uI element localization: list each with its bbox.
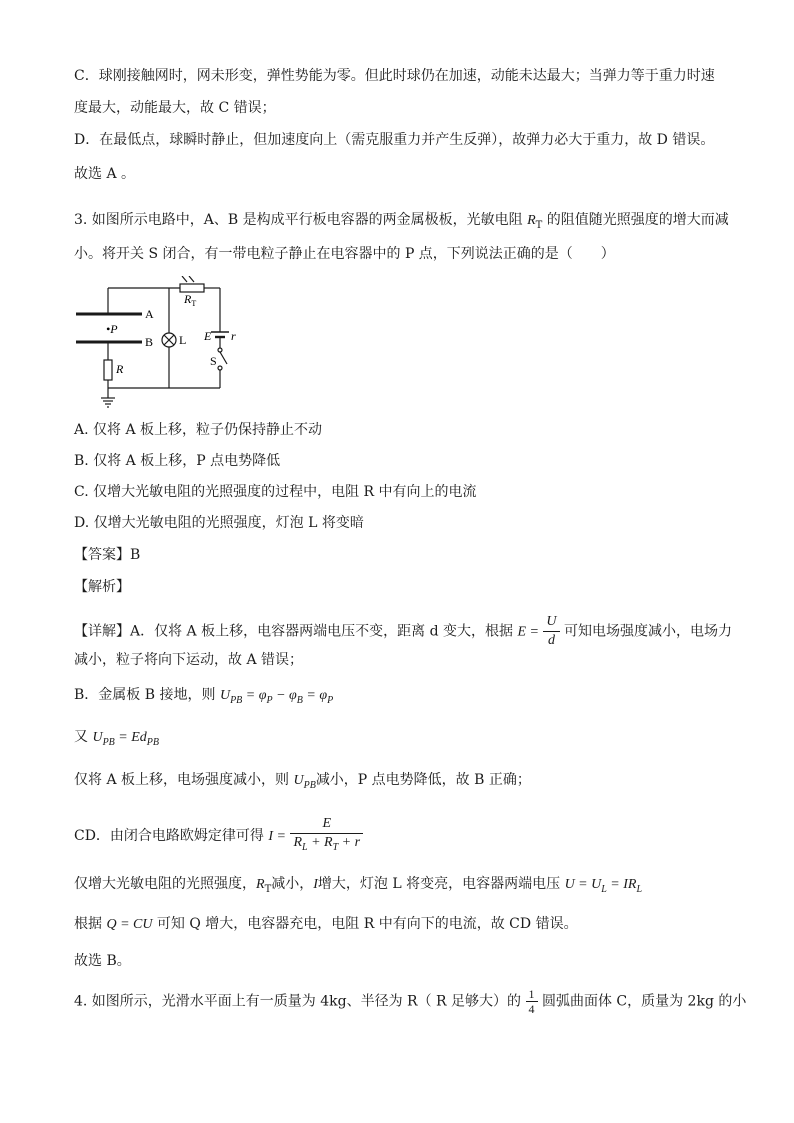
point-p-label: •P [106,322,118,336]
plate-b-label: B [145,335,154,349]
lamp-label: L [179,333,187,347]
analysis-title: 【解析】 [74,579,130,595]
question-3-stem [74,210,729,236]
detail-b-line1: B．金属板 B 接地，则 $U_{PB} = \varphi_P - \varphi_B = \varphi_P$ [74,687,334,706]
detail-a-line1 [74,613,732,650]
question-3-stem-cont: 小。将开关 S 闭合，有一带电粒子静止在电容器中的 P 点，下列说法正确的是（ ） [74,246,615,262]
text: 【详解】A．仅将 A 板上移，电容器两端电压不变，距离 d 变大，根据 [74,623,518,640]
resistor-label: R [116,362,124,376]
equation-e: E = [517,624,539,640]
rt-label: $R_T$ [184,292,197,308]
fraction-quarter: $\frac{1}{4}$ [526,987,538,1016]
fraction-u-over-d: $\frac{U}{d}$ [543,613,559,650]
detail-b-line2: 又 $U_{PB} = Ed_{PB}$ [74,729,160,748]
question-4-stem: 4. 如图所示，光滑水平面上有一质量为 4kg、半径为 R（ R 足够大）的 $\frac{1}{4}$ 圆弧曲面体 C，质量为 2kg 的小 [74,987,747,1016]
photoresistor [180,284,204,292]
stem-text: 的阻值随光照强度的增大而减 [542,212,729,228]
detail-a-line2: 减小，粒子将向下运动，故 A 错误； [74,652,304,668]
stem-text: 3. 如图所示电路中，A、B 是构成平行板电容器的两金属极板，光敏电阻 [74,212,528,228]
answer: 【答案】B [74,547,141,563]
conclusion: 故选 B。 [74,953,131,969]
option-d: D. 仅增大光敏电阻的光照强度，灯泡 L 将变暗 [74,515,364,531]
equation-upb-ed: $U_{PB} = Ed_{PB}$ [92,730,160,748]
rt-subscript: T [535,219,543,231]
option-c: C. 仅增大光敏电阻的光照强度的过程中，电阻 R 中有向上的电流 [74,484,477,500]
circuit-diagram [70,276,260,412]
text: 可知电场强度减小，电场力 [559,623,732,640]
detail-b-line3: 仅将 A 板上移，电场强度减小，则 $U_{PB}$减小，P 点电势降低，故 B 正确； [74,772,531,791]
detail-cd-line2: 仅增大光敏电阻的光照强度，$R_T$减小，I增大，灯泡 L 将变亮，电容器两端电压 $U = U_L = IR_L$ [74,876,643,895]
switch-contact [218,366,222,370]
switch-blade [220,352,227,364]
text-line: D．在最低点，球瞬时静止，但加速度向上（需克服重力并产生反弹），故弹力必大于重力，故 D 错误。 [74,132,715,148]
resistor-r [104,360,112,380]
plate-a-label: A [145,307,154,321]
emf-label: E [204,329,212,343]
equation-i: I = [268,828,286,844]
text-line: 度最大，动能最大，故 C 错误； [74,100,276,116]
detail-cd-line1: CD．由闭合电路欧姆定律可得 I = $\frac{E}{R_L + R_T + r}$ [74,815,363,857]
switch-pivot [218,348,222,352]
detail-cd-line3: 根据 Q = CU 可知 Q 增大，电容器充电，电阻 R 中有向下的电流，故 CD 错误。 [74,916,578,932]
equation-q: Q = CU [106,917,153,932]
text-line: 故选 A 。 [74,166,136,182]
option-a: A. 仅将 A 板上移，粒子仍保持静止不动 [74,422,323,438]
switch-label: S [210,354,217,368]
fraction-ohm-law: $\frac{E}{R_L + R_T + r}$ [290,815,363,857]
rt-symbol: R [527,213,536,228]
text-line: C．球刚接触网时，网未形变，弹性势能为零。但此时球仍在加速，动能未达最大；当弹力等于重力时速 [74,68,715,84]
equation-upb: $U_{PB} = \varphi_P - \varphi_B = \varphi_P$ [219,688,334,706]
option-b: B. 仅将 A 板上移，P 点电势降低 [74,453,281,469]
internal-r-label: r [231,329,236,343]
equation-u: $U = U_L = IR_L$ [564,877,643,895]
equation-upb-short: $U_{PB}$ [293,773,316,791]
